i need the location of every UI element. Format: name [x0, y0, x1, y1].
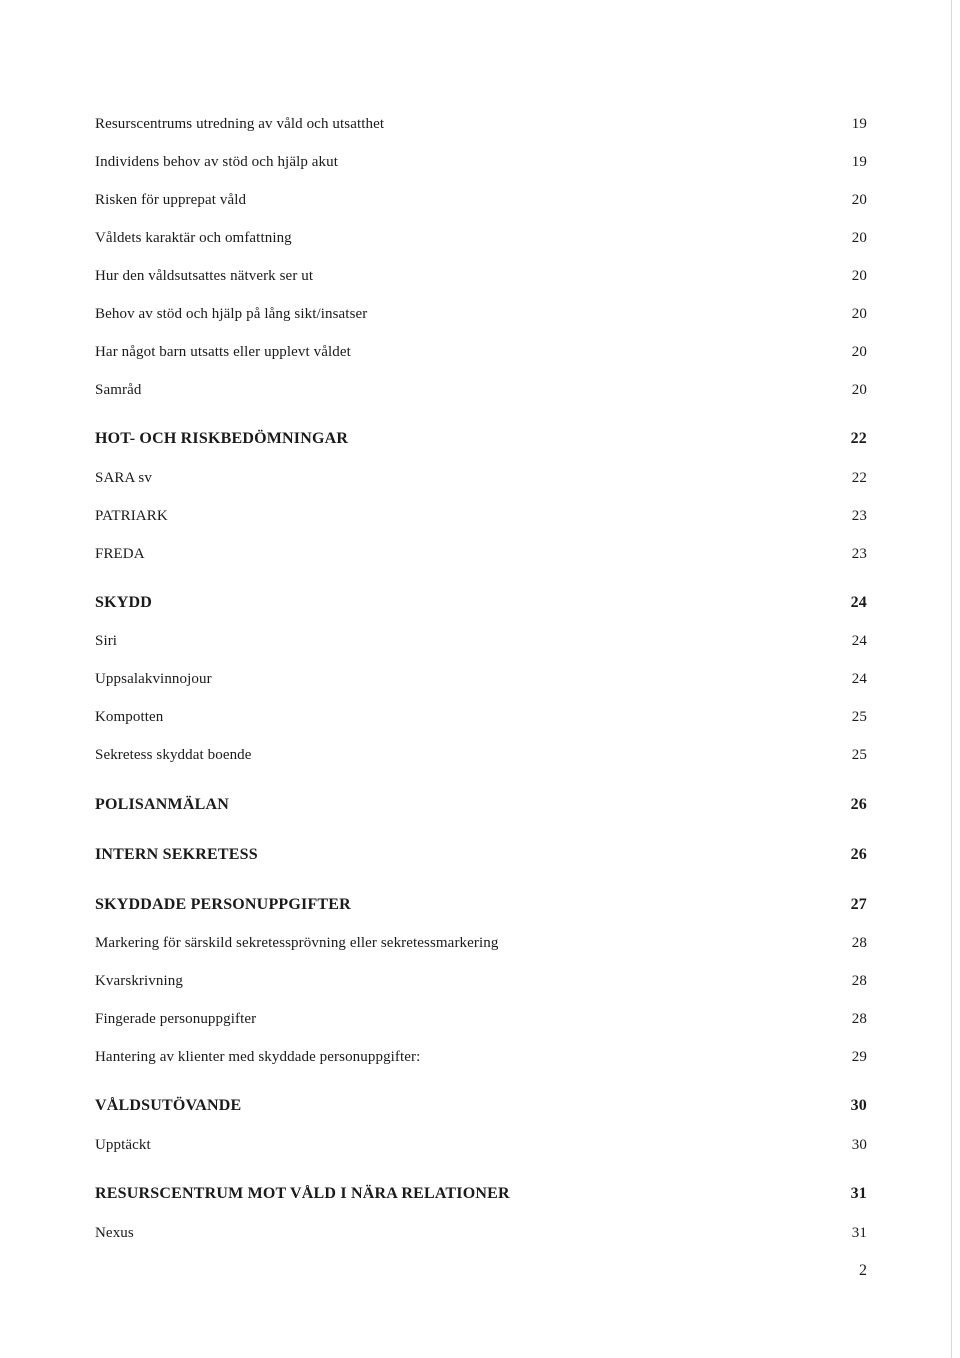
page-number: 2 — [859, 1262, 867, 1279]
toc-entry[interactable] — [95, 344, 867, 361]
toc-entry[interactable] — [95, 508, 867, 525]
toc-entry[interactable] — [95, 1137, 867, 1154]
toc-entry-page: 27 — [850, 896, 867, 913]
toc-entry-title: SARA sv — [95, 470, 152, 486]
toc-entry-page: 28 — [851, 935, 867, 951]
toc-entry-page: 22 — [850, 430, 867, 447]
toc-entry-page: 20 — [851, 192, 867, 208]
toc-entry-title: Nexus — [95, 1225, 134, 1241]
toc-entry-title: INTERN SEKRETESS — [95, 846, 258, 863]
toc-entry-page: 30 — [851, 1137, 867, 1153]
toc-section-entry[interactable] — [95, 1097, 867, 1115]
toc-entry-title: Markering för särskild sekretessprövning eller sekretessmarkering — [95, 935, 499, 951]
toc-entry-page: 23 — [851, 546, 867, 562]
toc-section-entry[interactable] — [95, 846, 867, 864]
toc-entry-title: VÅLDSUTÖVANDE — [95, 1097, 242, 1114]
toc-entry-page: 20 — [851, 306, 867, 322]
toc-entry-title: Har något barn utsatts eller upplevt våldet — [95, 344, 351, 360]
toc-entry[interactable] — [95, 1011, 867, 1028]
table-of-contents — [95, 0, 867, 1358]
toc-entry[interactable] — [95, 1225, 867, 1242]
toc-entry-page: 20 — [851, 268, 867, 284]
toc-entry-page: 24 — [851, 671, 867, 687]
toc-entry-title: Hur den våldsutsattes nätverk ser ut — [95, 268, 314, 284]
toc-entry-title: Siri — [95, 633, 118, 649]
toc-entry-title: Upptäckt — [95, 1137, 151, 1153]
toc-entry-page: 24 — [851, 633, 867, 649]
toc-entry-title: Resurscentrums utredning av våld och utsatthet — [95, 116, 385, 132]
toc-entry[interactable] — [95, 382, 867, 399]
toc-entry-title: Sekretess skyddat boende — [95, 747, 252, 763]
toc-entry-title: POLISANMÄLAN — [95, 796, 229, 813]
toc-entry[interactable] — [95, 973, 867, 990]
toc-entry-page: 20 — [851, 382, 867, 398]
toc-entry-title: Risken för upprepat våld — [95, 192, 247, 208]
toc-entry-title: Individens behov av stöd och hjälp akut — [95, 154, 339, 170]
toc-entry-title: SKYDD — [95, 594, 153, 611]
toc-entry-page: 25 — [851, 709, 867, 725]
toc-entry-page: 25 — [851, 747, 867, 763]
toc-entry-page: 28 — [851, 973, 867, 989]
toc-entry[interactable] — [95, 709, 867, 726]
toc-entry-title: Våldets karaktär och omfattning — [95, 230, 292, 246]
toc-entry-page: 26 — [850, 796, 867, 813]
toc-entry-title: Behov av stöd och hjälp på lång sikt/insatser — [95, 306, 368, 322]
toc-entry-page: 26 — [850, 846, 867, 863]
toc-entry-title: Kompotten — [95, 709, 164, 725]
toc-section-entry[interactable] — [95, 896, 867, 914]
toc-entry[interactable] — [95, 192, 867, 209]
scan-edge-line — [951, 0, 952, 1358]
toc-entry-page: 19 — [851, 154, 867, 170]
toc-entry[interactable] — [95, 747, 867, 764]
toc-entry[interactable] — [95, 1049, 867, 1066]
toc-entry-page: 23 — [851, 508, 867, 524]
toc-entry[interactable] — [95, 935, 867, 952]
toc-entry-page: 30 — [850, 1097, 867, 1114]
toc-entry-title: Samråd — [95, 382, 142, 398]
toc-section-entry[interactable] — [95, 430, 867, 448]
toc-entry[interactable] — [95, 470, 867, 487]
toc-entry[interactable] — [95, 116, 867, 133]
toc-entry-page: 20 — [851, 230, 867, 246]
toc-entry-title: Uppsalakvinnojour — [95, 671, 212, 687]
toc-entry[interactable] — [95, 230, 867, 247]
toc-entry-page: 24 — [850, 594, 867, 611]
toc-entry-title: SKYDDADE PERSONUPPGIFTER — [95, 896, 351, 913]
toc-entry[interactable] — [95, 268, 867, 285]
toc-entry-page: 29 — [851, 1049, 867, 1065]
toc-entry-page: 28 — [851, 1011, 867, 1027]
toc-entry[interactable] — [95, 154, 867, 171]
toc-entry-title: PATRIARK — [95, 508, 168, 524]
toc-entry-page: 31 — [851, 1225, 867, 1241]
toc-entry-title: RESURSCENTRUM MOT VÅLD I NÄRA RELATIONER — [95, 1185, 510, 1202]
toc-entry-title: FREDA — [95, 546, 145, 562]
toc-entry-title: Hantering av klienter med skyddade personuppgifter: — [95, 1049, 421, 1065]
toc-entry[interactable] — [95, 671, 867, 688]
toc-entry-title: Kvarskrivning — [95, 973, 183, 989]
toc-entry[interactable] — [95, 306, 867, 323]
toc-section-entry[interactable] — [95, 1185, 867, 1203]
toc-section-entry[interactable] — [95, 594, 867, 612]
toc-entry-title: Fingerade personuppgifter — [95, 1011, 257, 1027]
toc-entry[interactable] — [95, 546, 867, 563]
toc-section-entry[interactable] — [95, 796, 867, 814]
toc-entry[interactable] — [95, 633, 867, 650]
toc-entry-title: HOT- OCH RISKBEDÖMNINGAR — [95, 430, 349, 447]
toc-entry-page: 31 — [850, 1185, 867, 1202]
toc-entry-page: 20 — [851, 344, 867, 360]
toc-entry-page: 19 — [851, 116, 867, 132]
toc-entry-page: 22 — [851, 470, 867, 486]
